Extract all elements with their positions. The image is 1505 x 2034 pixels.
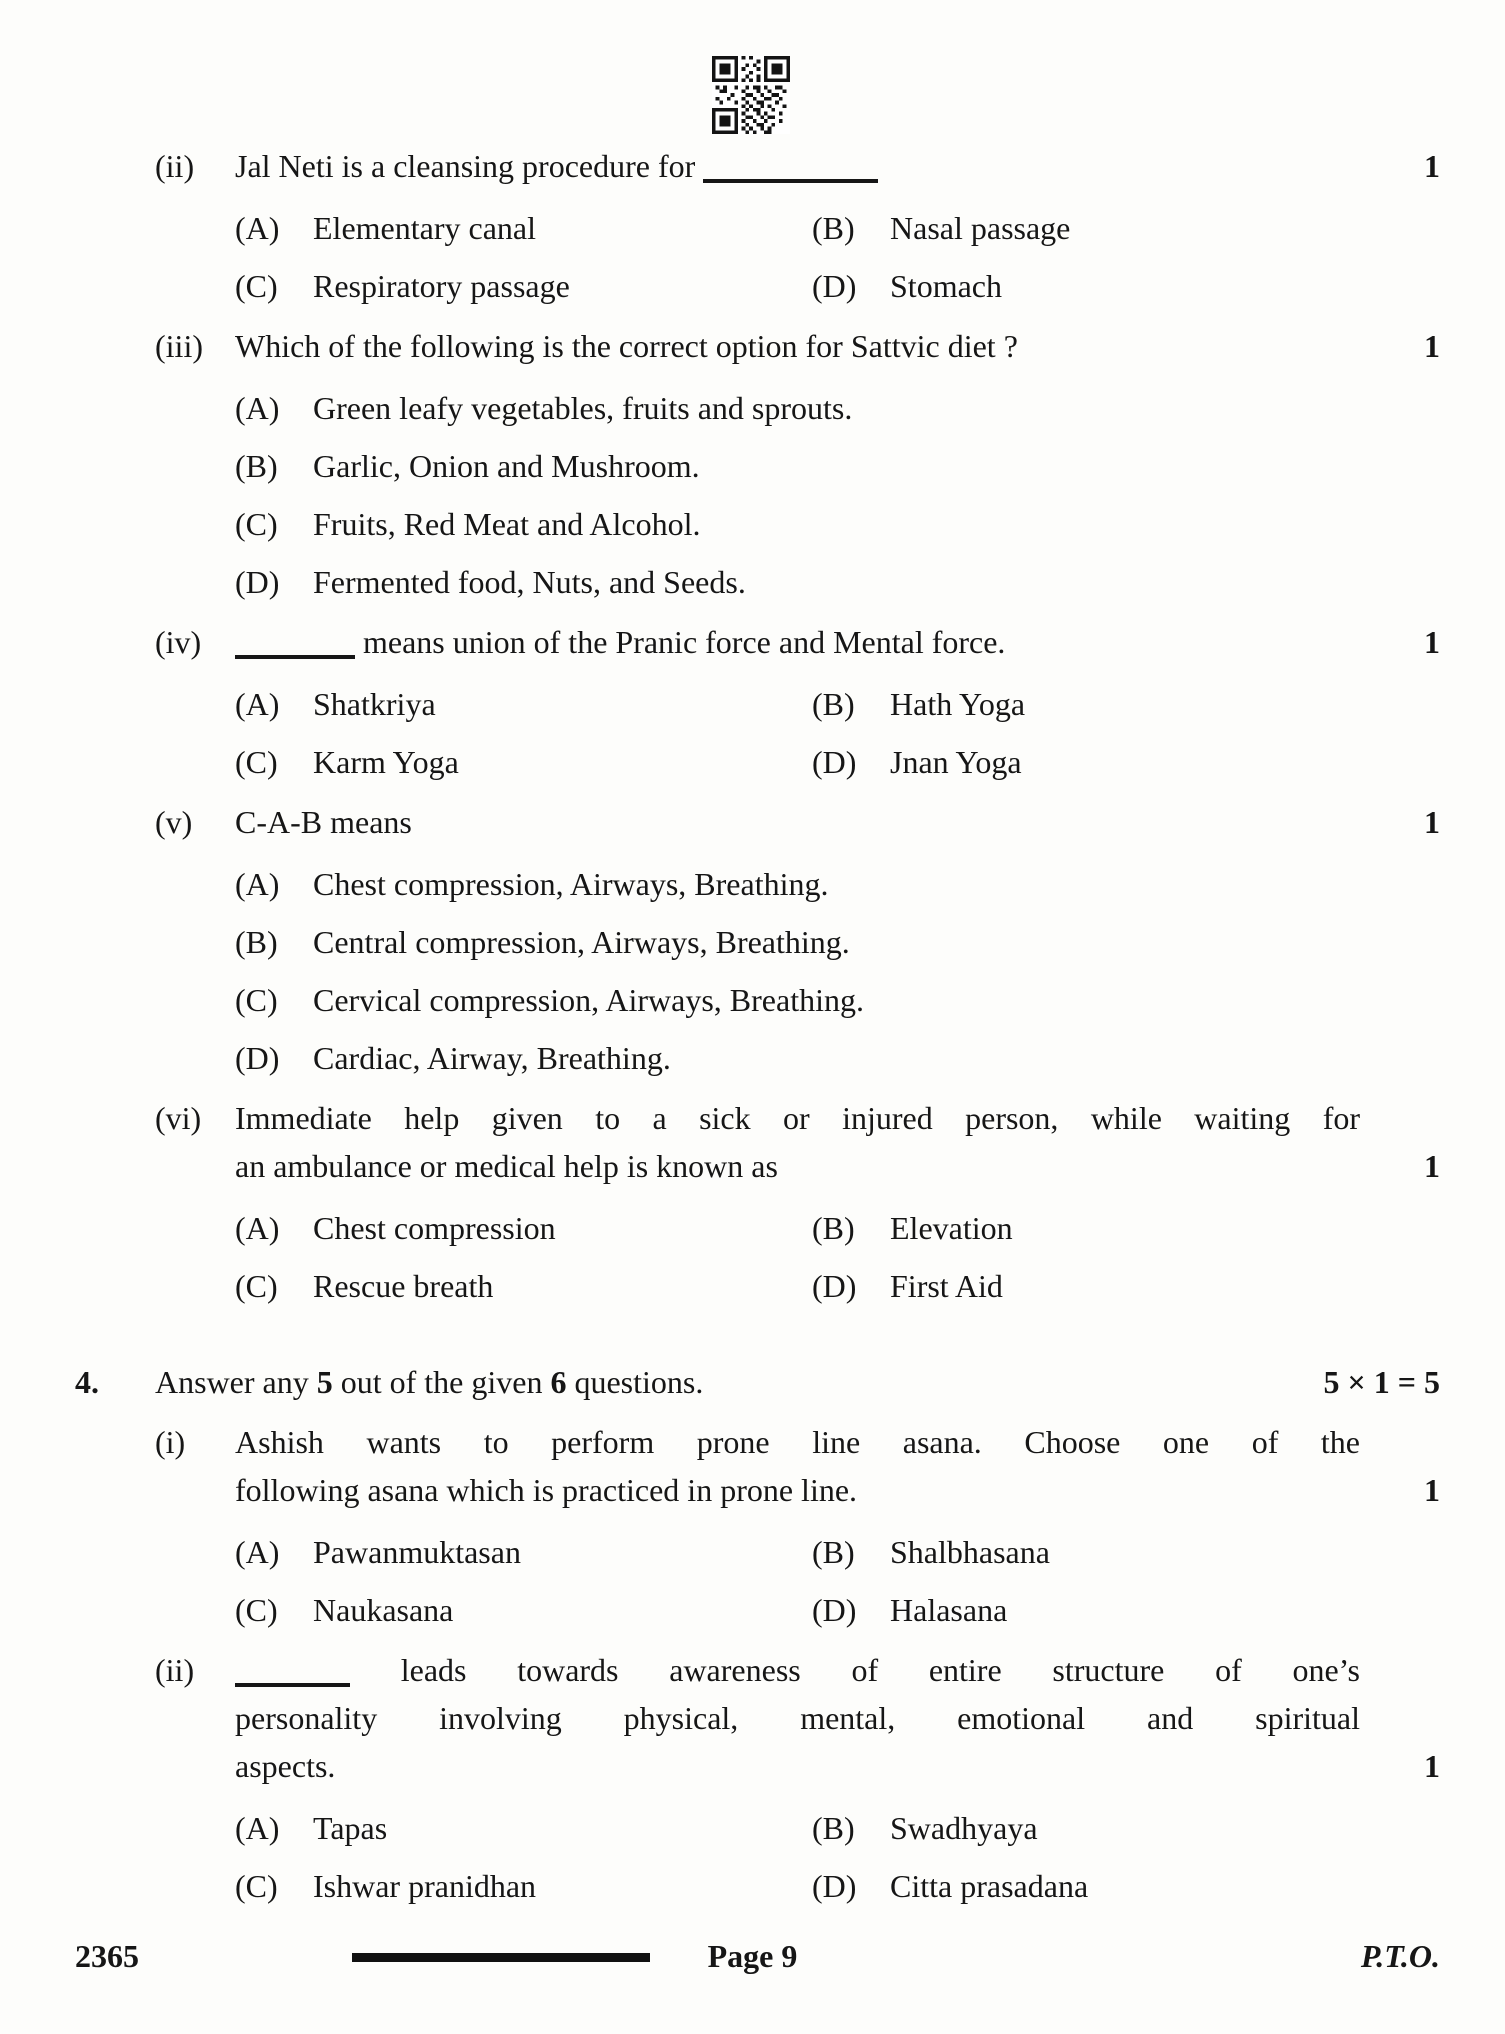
option-label: (C) — [235, 982, 278, 1018]
option-text: Respiratory passage — [313, 268, 570, 304]
option-item — [812, 1528, 1360, 1576]
option-row — [235, 500, 1360, 548]
option-item — [812, 738, 1360, 786]
paper-code: 2365 — [75, 1938, 139, 1974]
option-row — [235, 384, 1360, 432]
option-text: Stomach — [890, 268, 1002, 304]
option-item — [235, 1204, 812, 1252]
option-label: (B) — [235, 924, 278, 960]
pto-label: P.T.O. — [1360, 1938, 1440, 1974]
question-marks: 1 — [1424, 1748, 1440, 1784]
text-run: C-A-B means — [235, 804, 412, 840]
question-item — [155, 322, 1440, 606]
question-number: (iv) — [155, 624, 202, 660]
option-item — [235, 1586, 812, 1634]
question-text — [235, 1418, 1360, 1466]
question-marks: 1 — [1424, 804, 1440, 840]
option-row — [235, 1862, 1360, 1910]
option-label: (B) — [812, 1210, 855, 1246]
option-label: (B) — [812, 1810, 855, 1846]
question-body — [235, 1094, 1360, 1310]
questions-area — [0, 142, 1505, 1910]
text-run: 5 — [316, 1364, 333, 1400]
option-item — [235, 500, 1360, 548]
question-body — [235, 1418, 1360, 1634]
option-text: Tapas — [313, 1810, 388, 1846]
option-row — [235, 860, 1360, 908]
option-text: Shalbhasana — [890, 1534, 1050, 1570]
option-label: (A) — [235, 1810, 280, 1846]
question-body — [235, 142, 1360, 310]
option-item — [235, 860, 1360, 908]
option-item — [235, 1528, 812, 1576]
option-item — [812, 1862, 1360, 1910]
option-item — [812, 204, 1360, 252]
option-item — [235, 384, 1360, 432]
option-label: (C) — [235, 1268, 278, 1304]
text-run: an ambulance or medical help is known as — [235, 1148, 778, 1184]
option-row — [235, 976, 1360, 1024]
option-label: (D) — [812, 268, 857, 304]
text-run: Ashish wants to perform prone line asana. Choose one of the — [235, 1424, 1360, 1460]
option-text: Garlic, Onion and Mushroom. — [313, 448, 700, 484]
text-run: aspects. — [235, 1748, 336, 1784]
question-marks: 1 — [1424, 148, 1440, 184]
option-text: Fruits, Red Meat and Alcohol. — [313, 506, 701, 542]
option-label: (C) — [235, 1868, 278, 1904]
question-text — [235, 322, 1360, 370]
option-text: Chest compression, Airways, Breathing. — [313, 866, 829, 902]
option-item — [812, 262, 1360, 310]
option-row — [235, 558, 1360, 606]
option-row — [235, 262, 1360, 310]
option-text: Chest compression — [313, 1210, 556, 1246]
option-text: Green leafy vegetables, fruits and sprouts. — [313, 390, 853, 426]
question-item — [155, 618, 1440, 786]
question-text — [235, 1694, 1360, 1742]
option-label: (C) — [235, 506, 278, 542]
option-text: Nasal passage — [890, 210, 1071, 246]
option-text: Central compression, Airways, Breathing. — [313, 924, 850, 960]
option-text: Fermented food, Nuts, and Seeds. — [313, 564, 746, 600]
option-item — [812, 1262, 1360, 1310]
question-body — [235, 1646, 1360, 1910]
question-text — [235, 1094, 1360, 1142]
option-text: Cervical compression, Airways, Breathing. — [313, 982, 864, 1018]
question-number: (vi) — [155, 1100, 202, 1136]
text-run: leads towards awareness of entire structure of one’s — [350, 1652, 1360, 1688]
option-row — [235, 680, 1360, 728]
page-number: Page 9 — [707, 1938, 798, 1974]
question-marks: 1 — [1424, 1472, 1440, 1508]
option-text: Halasana — [890, 1592, 1008, 1628]
option-text: Elementary canal — [313, 210, 536, 246]
blank-underline — [235, 631, 355, 659]
option-row — [235, 442, 1360, 490]
question-item — [155, 1646, 1440, 1910]
question-number: (i) — [155, 1424, 186, 1460]
option-row — [235, 204, 1360, 252]
option-label: (B) — [812, 210, 855, 246]
question-body — [235, 322, 1360, 606]
option-item — [235, 1262, 812, 1310]
question-text — [235, 1142, 1360, 1190]
text-run: out of the given — [332, 1364, 551, 1400]
question-text — [235, 1466, 1360, 1514]
option-label: (A) — [235, 1210, 280, 1246]
option-label: (A) — [235, 390, 280, 426]
option-label: (A) — [235, 866, 280, 902]
question-marks: 1 — [1424, 328, 1440, 364]
section-heading — [75, 1358, 1440, 1406]
option-label: (D) — [812, 1868, 857, 1904]
question-text — [235, 618, 1360, 666]
option-label: (A) — [235, 1534, 280, 1570]
question-body — [235, 618, 1360, 786]
option-item — [235, 738, 812, 786]
option-text: Shatkriya — [313, 686, 436, 722]
text-run: Which of the following is the correct option for Sattvic diet ? — [235, 328, 1018, 364]
option-item — [235, 204, 812, 252]
text-run: Answer any — [155, 1364, 317, 1400]
blank-underline — [235, 1659, 350, 1687]
option-row — [235, 1586, 1360, 1634]
option-item — [235, 1034, 1360, 1082]
option-label: (C) — [235, 1592, 278, 1628]
option-text: Naukasana — [313, 1592, 454, 1628]
question-marks: 1 — [1424, 1148, 1440, 1184]
question-text — [235, 1646, 1360, 1694]
option-item — [812, 1804, 1360, 1852]
option-item — [235, 1804, 812, 1852]
question-text — [155, 1358, 1280, 1406]
question-marks: 1 — [1424, 624, 1440, 660]
option-row — [235, 738, 1360, 786]
option-row — [235, 918, 1360, 966]
question-number: (ii) — [155, 1652, 195, 1688]
qr-code — [712, 56, 790, 134]
option-text: First Aid — [890, 1268, 1003, 1304]
question-item — [155, 798, 1440, 1082]
text-run: personality involving physical, mental, emotional and spiritual — [235, 1700, 1360, 1736]
option-row — [235, 1262, 1360, 1310]
text-run: means union of the Pranic force and Mental force. — [355, 624, 1006, 660]
option-label: (A) — [235, 686, 280, 722]
question-text — [235, 798, 1360, 846]
option-label: (C) — [235, 744, 278, 780]
option-row — [235, 1804, 1360, 1852]
option-item — [812, 680, 1360, 728]
question-marks: 5 × 1 = 5 — [1323, 1364, 1440, 1400]
option-text: Ishwar pranidhan — [313, 1868, 537, 1904]
option-row — [235, 1204, 1360, 1252]
text-run: questions. — [566, 1364, 704, 1400]
option-text: Citta prasadana — [890, 1868, 1089, 1904]
option-label: (D) — [235, 1040, 280, 1076]
question-body — [235, 798, 1360, 1082]
option-row — [235, 1034, 1360, 1082]
question-number: (iii) — [155, 328, 203, 364]
option-label: (D) — [812, 1268, 857, 1304]
option-item — [812, 1586, 1360, 1634]
option-label: (D) — [235, 564, 280, 600]
question-body — [155, 1358, 1280, 1406]
text-run: Jal Neti is a cleansing procedure for — [235, 148, 704, 184]
option-item — [235, 1862, 812, 1910]
question-number: (v) — [155, 804, 193, 840]
option-text: Hath Yoga — [890, 686, 1026, 722]
option-item — [235, 558, 1360, 606]
text-run: Immediate help given to a sick or injured person, while waiting for — [235, 1100, 1360, 1136]
option-text: Rescue breath — [313, 1268, 494, 1304]
question-item — [155, 142, 1440, 310]
text-run: 6 — [550, 1364, 567, 1400]
option-text: Jnan Yoga — [890, 744, 1022, 780]
question-text — [235, 1742, 1360, 1790]
option-text: Karm Yoga — [313, 744, 459, 780]
option-label: (D) — [812, 744, 857, 780]
option-label: (B) — [235, 448, 278, 484]
text-run: following asana which is practiced in prone line. — [235, 1472, 858, 1508]
question-item — [155, 1418, 1440, 1634]
option-item — [235, 680, 812, 728]
question-text — [235, 142, 1360, 190]
blank-underline — [703, 155, 878, 183]
option-item — [235, 262, 812, 310]
option-row — [235, 1528, 1360, 1576]
option-text: Pawanmuktasan — [313, 1534, 521, 1570]
question-item — [155, 1094, 1440, 1310]
option-label: (B) — [812, 1534, 855, 1570]
page-footer — [0, 1932, 1505, 1992]
option-text: Elevation — [890, 1210, 1013, 1246]
option-item — [235, 976, 1360, 1024]
option-text: Swadhyaya — [890, 1810, 1038, 1846]
option-item — [235, 918, 1360, 966]
question-number: 4. — [75, 1364, 99, 1400]
option-label: (B) — [812, 686, 855, 722]
option-text: Cardiac, Airway, Breathing. — [313, 1040, 671, 1076]
option-item — [235, 442, 1360, 490]
question-number: (ii) — [155, 148, 195, 184]
option-label: (A) — [235, 210, 280, 246]
option-label: (C) — [235, 268, 278, 304]
option-item — [812, 1204, 1360, 1252]
option-label: (D) — [812, 1592, 857, 1628]
